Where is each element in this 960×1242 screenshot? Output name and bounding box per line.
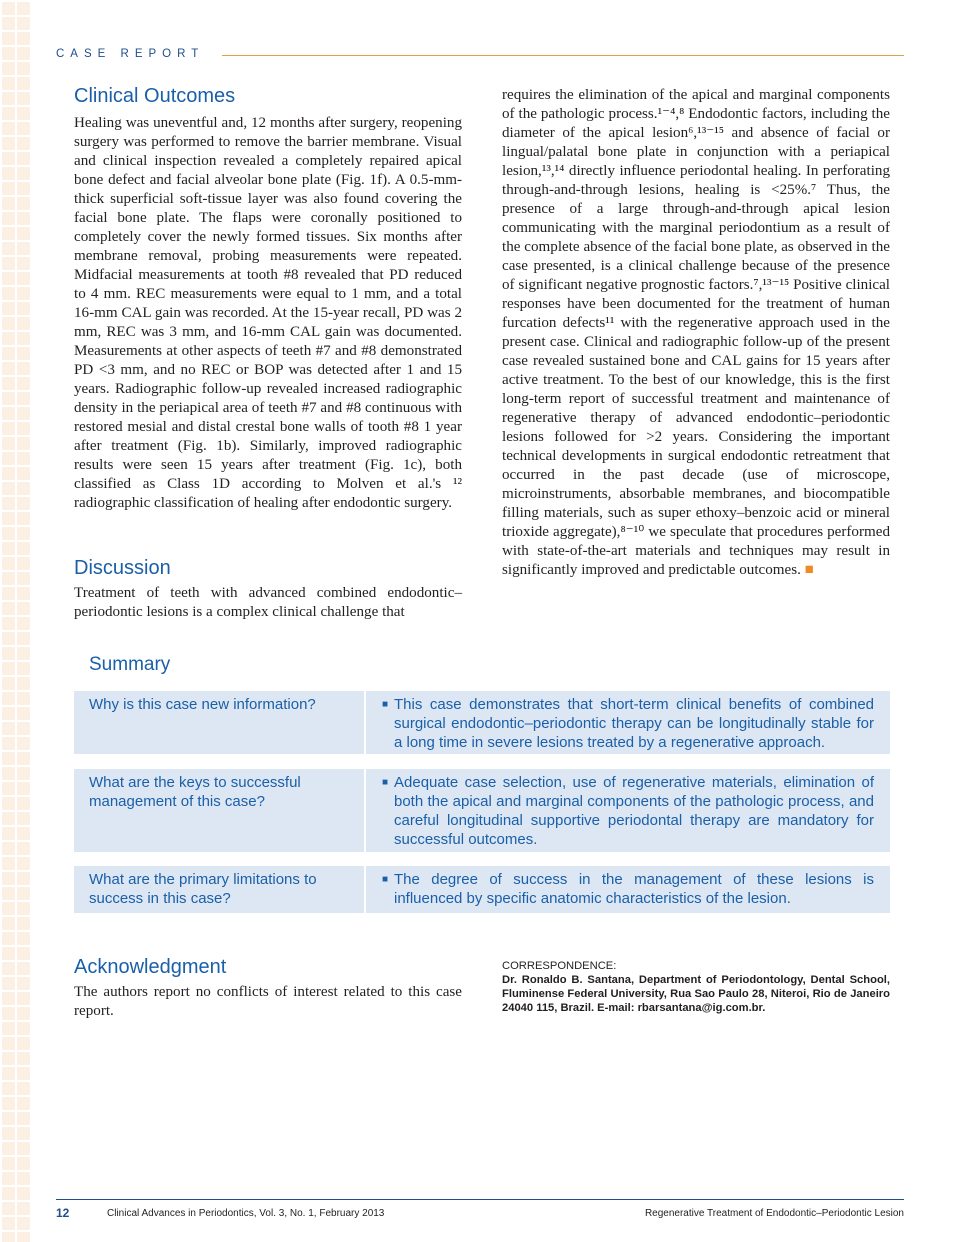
bullet-icon: ■: [382, 777, 389, 788]
discussion-heading: Discussion: [74, 557, 171, 579]
summary-question: What are the primary limitations to success in this case?: [74, 866, 364, 913]
running-title: Regenerative Treatment of Endodontic–Periodontic Lesion: [644, 1208, 904, 1219]
page-edge-decoration: [0, 0, 30, 1242]
acknowledgment-text: The authors report no conflicts of interest related to this case report.: [74, 984, 462, 1019]
clinical-outcomes-text: Healing was uneventful and, 12 months after surgery, reopening surgery was performed to remove the barrier membrane. Visual and clinical inspection revealed a completely repaired apical bone defect and facial alveolar bone plate (Fig. 1f). A 0.5-mm-thick superficial soft-tissue layer was also found covering the facial bone plate. The flaps were coronally positioned to completely cover the newly formed tissues. Six months after membrane removal, probing measurements were repeated. Midfacial measurements at tooth #8 revealed that PD reduced to 4 mm. REC measurements were equal to 1 mm, and a total 16-mm CAL gain was recorded. At the 15-year recall, PD was 2 mm, REC was 3 mm, and 16-mm CAL gain was documented. Measurements at other aspects of teeth #7 and #8 demonstrated PD <3 mm, and no REC or BOP was detected after 1 and 15 years. Radiographic follow-up revealed increased radiographic density in the periapical area of teeth #7 and #8 continuous with restored mesial and distal crestal bone walls of tooth #8 1 year after treatment (Fig. 1b). Similarly, improved radiographic results were seen 15 years after treatment (Fig. 1c), both classified as Class 1D according to Molven et al.'s ¹² radiographic classification of healing after endodontic surgery.: [74, 115, 462, 511]
discussion-paragraph-right: [502, 86, 890, 580]
section-label: CASE REPORT: [56, 48, 205, 60]
summary-row: [74, 866, 890, 913]
footer-rule: [56, 1199, 904, 1200]
correspondence-block: [502, 959, 890, 1015]
summary-answer-cell: [366, 769, 890, 852]
summary-question: Why is this case new information?: [74, 691, 364, 754]
clinical-outcomes-heading: Clinical Outcomes: [74, 85, 236, 107]
end-of-article-mark: ■: [804, 562, 814, 578]
summary-answer: The degree of success in the management of these lesions is influenced by specific anatomic characteristics of the lesion.: [394, 871, 874, 907]
summary-answer-cell: [366, 691, 890, 754]
summary-answer: Adequate case selection, use of regenerative materials, elimination of both the apical and marginal components of the pathologic process, and careful longitudinal supportive periodontal therapy are mandatory for successful outcomes.: [394, 774, 874, 848]
correspondence-text: Dr. Ronaldo B. Santana, Department of Periodontology, Dental School, Fluminense Federal University, Rua Sao Paulo 28, Niteroi, Rio de Janeiro 24040 115, Brazil. E-mail: rbarsantana@ig.com.br.: [502, 974, 890, 1014]
summary-answer-cell: [366, 866, 890, 913]
acknowledgment-heading: Acknowledgment: [74, 956, 227, 978]
header-rule: [222, 55, 904, 56]
clinical-outcomes-section: [74, 84, 462, 513]
summary-row: [74, 769, 890, 852]
summary-answer: This case demonstrates that short-term clinical benefits of combined surgical endodontic–periodontic therapy can be longitudinally stable for a long time in severe lesions treated by a regenerative approach.: [394, 696, 874, 751]
bullet-icon: ■: [382, 699, 389, 710]
discussion-continued: [502, 86, 890, 580]
summary-heading: Summary: [89, 654, 171, 675]
discussion-text-right: requires the elimination of the apical and marginal components of the pathologic process.¹⁻⁴,⁸ Endodontic factors, including the diameter of the apical lesion⁶,¹³⁻¹⁵ and absence of facial or lingual/palatal bone plate in conjunction with a periapical lesion,¹³,¹⁴ directly influence periodontal healing. In perforating through-and-through lesions, healing is <25%.⁷ Thus, the presence of a large through-and-through apical lesion communicating with the marginal periodontium as a result of the complete absence of the facial bone plate, as observed in the case presented, is a clinical challenge because of the presence of significant negative prognostic factors.⁷,¹³⁻¹⁵ Positive clinical responses have been documented for the treatment of human furcation defects¹¹ with the regenerative approach used in the present case. Clinical and radiographic follow-up of the present case revealed sustained bone and CAL gains for 15 years after active treatment. To the best of our knowledge, this is the first long-term report of successful treatment and maintenance of regenerative therapy of advanced endodontic–periodontic lesions followed for >2 years. Considering the important technical developments in surgical endodontic retreatment that occurred in the past decade (use of microscope, microinstruments, absorbable membranes, and biocompatible filling materials, such as super ethoxy–benzoic acid or mineral trioxide aggregate),⁸⁻¹⁰ we speculate that procedures performed with state-of-the-art materials and techniques may result in significantly improved and predictable outcomes.: [502, 87, 890, 578]
discussion-section: [74, 556, 462, 622]
summary-question: What are the keys to successful management of this case?: [74, 769, 364, 852]
correspondence-label: CORRESPONDENCE:: [502, 960, 617, 972]
page-number: 12: [56, 1206, 70, 1220]
acknowledgment-section: [74, 955, 462, 1021]
summary-row: [74, 691, 890, 754]
journal-citation: Clinical Advances in Periodontics, Vol. 3, No. 1, February 2013: [107, 1208, 385, 1219]
bullet-icon: ■: [382, 874, 389, 885]
discussion-text-left: Treatment of teeth with advanced combined endodontic–periodontic lesions is a complex clinical challenge that: [74, 585, 462, 620]
